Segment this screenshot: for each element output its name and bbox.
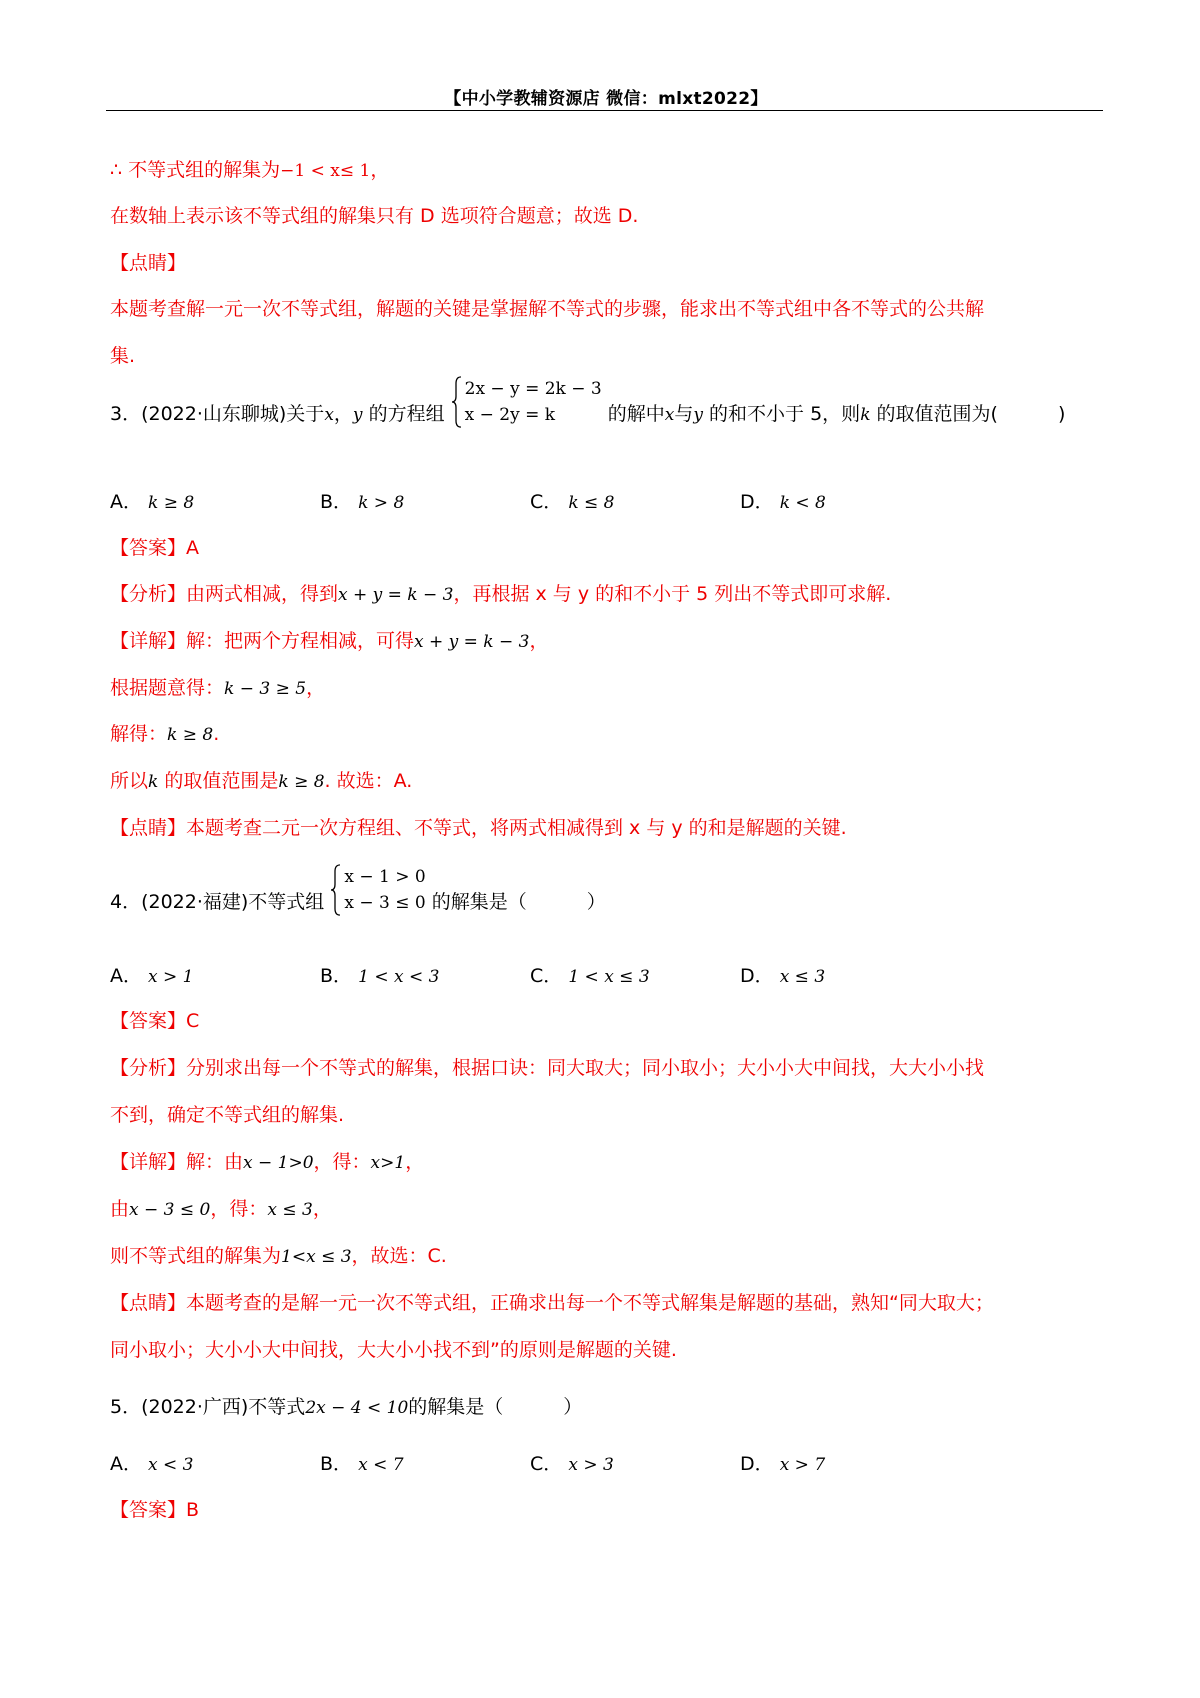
q5-option-a (110, 1450, 194, 1479)
q4-detail (110, 1148, 424, 1177)
q4-step1-math2: x ≤ 3 (267, 1200, 313, 1220)
option-math: k ≤ 8 (568, 493, 615, 513)
q4-stem-prefix: 4．(2022·福建)不等式组 (110, 891, 325, 913)
option-label: A． (110, 1453, 142, 1475)
q4-answer: 【答案】C (110, 1010, 200, 1032)
q3-stem-mid: 的方程组 (362, 403, 445, 425)
q4-option-a (110, 962, 194, 991)
q4-option-c (530, 962, 650, 991)
option-label: C． (530, 965, 563, 987)
q3-step3-mid: 的取值范围是 (158, 770, 279, 792)
q3-step3 (110, 767, 412, 796)
option-math: x > 3 (568, 1455, 614, 1475)
q3-detail (110, 627, 549, 656)
q4-detail-mid: ，得： (313, 1151, 371, 1173)
option-math: 1 < x < 3 (358, 967, 440, 987)
prev-solution-math: −1 < x≤ 1 (280, 161, 371, 181)
q3-option-b (320, 488, 404, 517)
option-math: x < 3 (148, 1455, 194, 1475)
option-label: B． (320, 491, 353, 513)
option-math: x < 7 (358, 1455, 404, 1475)
q3-detail-math: x + y = k − 3 (414, 632, 530, 652)
q3-var-x-2: x (664, 405, 675, 425)
q3-option-d (740, 488, 826, 517)
q3-var-x: x (324, 405, 334, 425)
q4-option-d (740, 962, 825, 991)
q4-detail-prefix: 【详解】解：由 (110, 1151, 244, 1173)
option-label: D． (740, 491, 774, 513)
q3-step1-suffix: ， (306, 677, 326, 699)
q4-analysis-line1: 【分析】分别求出每一个不等式的解集，根据口诀：同大取大；同小取小；大小小大中间找，大大小小找 (110, 1057, 985, 1079)
q3-stem-close: ) (1057, 403, 1066, 425)
q3-option-a (110, 488, 194, 517)
q4-step2-math: 1<x ≤ 3 (281, 1247, 352, 1267)
q3-step1-prefix: 根据题意得： (110, 677, 225, 699)
option-math: 1 < x ≤ 3 (568, 967, 650, 987)
option-math: x > 7 (779, 1455, 826, 1475)
q4-note-line1: 【点睛】本题考查的是解一元一次不等式组，正确求出每一个不等式解集是解题的基础，熟知“同大取大； (110, 1292, 994, 1314)
q3-var-k: k (860, 405, 871, 425)
left-brace-icon (330, 864, 342, 916)
header-divider (106, 110, 1103, 111)
q5-stem-close: ） (563, 1396, 583, 1418)
q4-stem-suffix: 的解集是（ (431, 891, 527, 913)
q4-step1-math1: x − 3 ≤ 0 (129, 1200, 211, 1220)
prev-note-tag: 【点睛】 (110, 252, 187, 274)
q3-equation-system (451, 376, 602, 428)
q4-inequality-system (330, 864, 425, 916)
q3-step3-var: k (148, 772, 159, 792)
page-header: 【中小学教辅资源店 微信：mlxt2022】 (444, 89, 768, 109)
prev-conclusion: 在数轴上表示该不等式组的解集只有 D 选项符合题意；故选 D. (110, 205, 639, 227)
q3-note: 【点睛】本题考查二元一次方程组、不等式，将两式相减得到 x 与 y 的和是解题的关键. (110, 817, 847, 839)
option-label: D． (740, 965, 774, 987)
q3-detail-prefix: 【详解】解：把两个方程相减，可得 (110, 630, 415, 652)
q3-step3-math: k ≥ 8 (278, 772, 325, 792)
q5-stem-math: 2x − 4 < 10 (305, 1398, 409, 1418)
q3-stem-prefix: 3．(2022·山东聊城)关于 (110, 403, 325, 425)
q5-option-c (530, 1450, 614, 1479)
q3-step2 (110, 720, 219, 749)
q5-answer: 【答案】B (110, 1499, 200, 1521)
q3-step1 (110, 674, 325, 703)
option-math: x > 1 (148, 967, 194, 987)
q3-answer: 【答案】A (110, 537, 199, 559)
q4-stem-close: ） (586, 891, 606, 913)
q5-stem-suffix: 的解集是（ (408, 1396, 504, 1418)
q4-inequality-2: x − 3 ≤ 0 (344, 892, 426, 913)
q4-detail-suffix: ， (405, 1151, 425, 1173)
left-brace-icon (451, 376, 463, 428)
q3-step2-suffix: . (213, 723, 220, 745)
q3-step1-math: k − 3 ≥ 5 (224, 679, 307, 699)
q3-analysis (110, 580, 891, 609)
q3-analysis-suffix: ，再根据 x 与 y 的和不小于 5 列出不等式即可求解. (453, 583, 892, 605)
prev-solution-prefix: ∴ 不等式组的解集为 (110, 159, 281, 181)
q5-stem (110, 1393, 582, 1422)
q4-detail-math1: x − 1>0 (243, 1153, 314, 1173)
q4-step2-prefix: 则不等式组的解集为 (110, 1245, 282, 1267)
q3-step2-prefix: 解得： (110, 723, 168, 745)
q5-option-d (740, 1450, 825, 1479)
q3-stem-after: 的解中 (607, 403, 665, 425)
q4-step2 (110, 1242, 447, 1271)
q3-var-y: y (352, 405, 363, 425)
q3-analysis-prefix: 【分析】由两式相减，得到 (110, 583, 339, 605)
q3-equation-2: x − 2y = k (464, 404, 556, 425)
option-math: k ≥ 8 (148, 493, 195, 513)
q3-step3-suffix: . 故选：A. (324, 770, 413, 792)
option-label: A． (110, 965, 142, 987)
q3-stem-and: 与 (674, 403, 694, 425)
prev-solution-suffix: ， (370, 159, 390, 181)
q4-detail-math2: x>1 (370, 1153, 406, 1173)
q3-equation-1: 2x − y = 2k − 3 (464, 378, 602, 399)
q3-analysis-math: x + y = k − 3 (338, 585, 454, 605)
q3-comma: ， (333, 403, 353, 425)
option-label: C． (530, 1453, 563, 1475)
option-label: D． (740, 1453, 774, 1475)
q5-option-b (320, 1450, 404, 1479)
q4-analysis-line2: 不到，确定不等式组的解集. (110, 1104, 345, 1126)
prev-solution-line (110, 156, 389, 185)
option-label: C． (530, 491, 563, 513)
prev-note-line1: 本题考查解一元一次不等式组，解题的关键是掌握解不等式的步骤，能求出不等式组中各不等式的公共解 (110, 298, 985, 320)
q3-detail-suffix: ， (529, 630, 549, 652)
q4-note-line2: 同小取小；大小小大中间找，大大小小找不到”的原则是解题的关键. (110, 1339, 677, 1361)
q3-step2-math: k ≥ 8 (167, 725, 214, 745)
option-label: B． (320, 1453, 353, 1475)
option-label: A． (110, 491, 142, 513)
q4-stem (110, 866, 606, 916)
q5-stem-prefix: 5．(2022·广西)不等式 (110, 1396, 306, 1418)
q4-step1-mid: ，得： (210, 1198, 268, 1220)
q3-stem-end: 的取值范围为( (870, 403, 998, 425)
q3-option-c (530, 488, 615, 517)
q3-stem-rest: 的和不小于 5，则 (703, 403, 861, 425)
q3-var-y-2: y (693, 405, 704, 425)
option-math: k > 8 (358, 493, 405, 513)
q3-step3-prefix: 所以 (110, 770, 149, 792)
prev-note-line2: 集. (110, 345, 136, 367)
option-math: k < 8 (779, 493, 826, 513)
option-math: x ≤ 3 (779, 967, 826, 987)
q3-stem (110, 378, 1066, 429)
q4-option-b (320, 962, 439, 991)
q4-inequality-1: x − 1 > 0 (344, 866, 426, 887)
q4-step2-suffix: ，故选：C. (351, 1245, 447, 1267)
q4-step1-prefix: 由 (110, 1198, 130, 1220)
option-label: B． (320, 965, 353, 987)
q4-step1-suffix: ， (312, 1198, 332, 1220)
q4-step1 (110, 1195, 332, 1224)
